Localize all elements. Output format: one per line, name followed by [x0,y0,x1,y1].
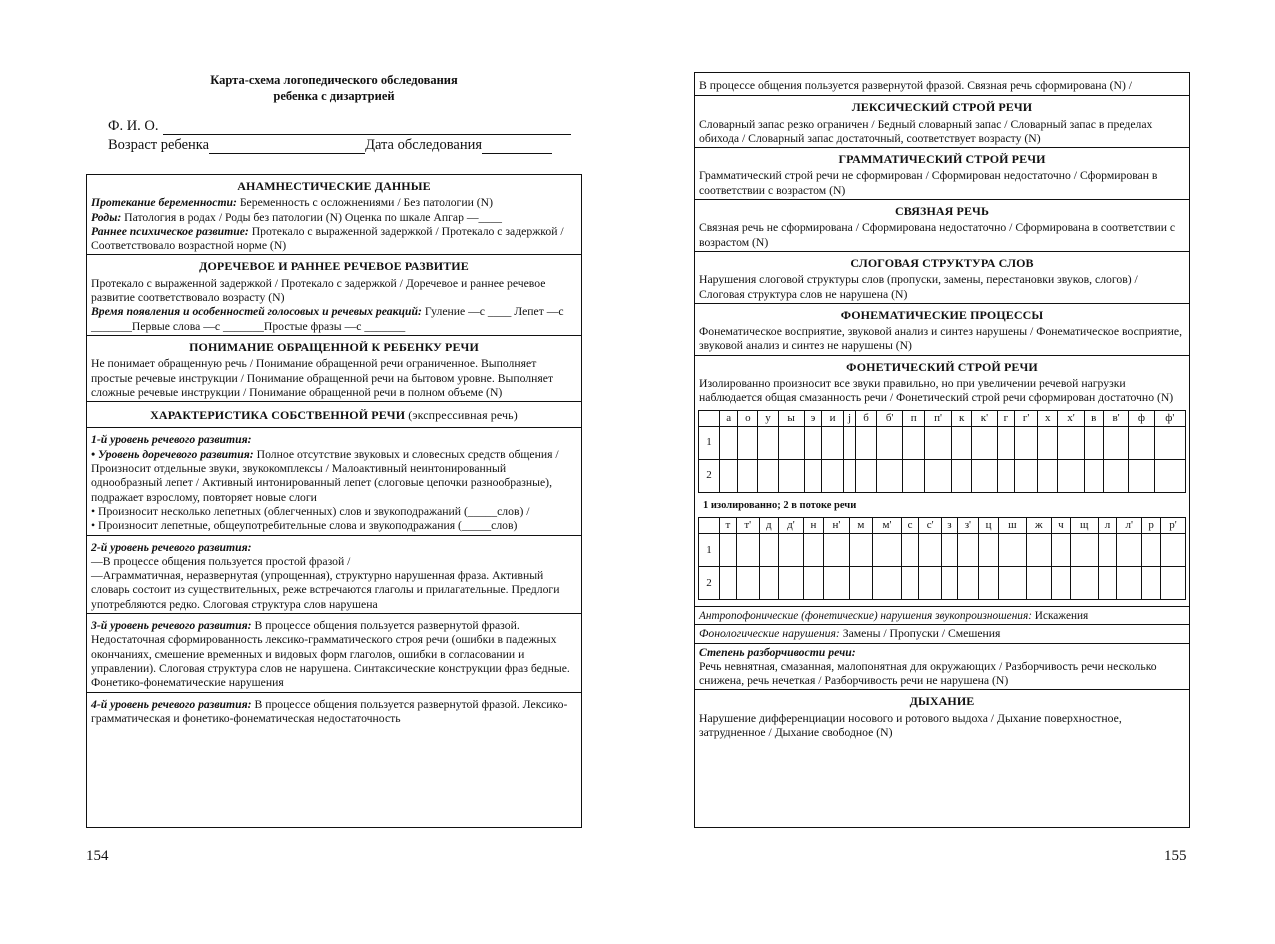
understanding-title: ПОНИМАНИЕ ОБРАЩЕННОЙ К РЕБЕНКУ РЕЧИ [189,339,479,354]
sound-header: т' [736,517,759,533]
level3-label: 3-й уровень речевого развития: [91,619,252,633]
sound-header: в [1084,410,1103,426]
sound-header: ц [979,517,999,533]
early-dev-label: Раннее психическое развитие: [91,224,249,238]
fio-row [108,118,571,135]
sound-header: н [803,517,823,533]
sound-header: ф' [1154,410,1185,426]
level2-line-1: —В процессе общения пользуется простой фразой / [91,554,351,568]
intelligibility-text: Речь невнятная, смазанная, малопонятная для окружающих / Разборчивость речи несколько снижена, речь нечеткая / Разборчивость речи не нарушена (N) [699,659,1157,688]
sound-header: н' [823,517,849,533]
pregnancy-label: Протекание беременности: [91,196,237,210]
phonological-text: Замены / Пропуски / Смешения [839,627,1001,641]
anamnesis-section [87,175,581,255]
sound-header: б' [876,410,903,426]
voice-reactions-text: Гуление —с ____ Лепет —с _______Первые слова —с _______Простые фразы —с _______ [91,305,564,333]
syllable-section [695,252,1189,304]
birth-text: Патология в родах / Роды без патологии (N) Оценка по шкале Апгар —____ [121,210,502,224]
level4-label: 4-й уровень речевого развития: [91,697,252,711]
anthropo-text: Искажения [1031,609,1089,622]
continuation-text: В процессе общения пользуется развернутой фразой. Связная речь сформирована (N) / [699,79,1133,92]
level4-section [87,693,581,728]
sound-header: з' [957,517,978,533]
sound-header: j [843,410,856,426]
sound-header: ч [1051,517,1070,533]
sound-header: о [738,410,758,426]
pregnancy-text: Беременность с осложнениями / Без патологии (N) [236,196,493,210]
level1-sub-text: Полное отсутствие звуковых и словесных средств общения / Произносит отдельные звуки, звукокомплексы / Малоактивный неинтонированный однообразный лепет / Активный интонированный лепет (слоговые цепочки разнообразные), подражает взрослому, повторяет новые слоги [91,447,559,504]
voice-reactions-label: Время появления и особенностей голосовых и речевых реакций: [91,305,422,319]
anthropo-section [695,607,1189,625]
early-dev-text: Протекало с выраженной задержкой / Протекало с задержкой / Соответствовало возрастной норме (N) [91,224,564,253]
date-blank[interactable] [482,139,552,154]
sound-header: м' [873,517,902,533]
syllable-title: СЛОГОВАЯ СТРУКТУРА СЛОВ [850,255,1034,270]
intelligibility-section [695,644,1189,691]
sound-header: ж [1026,517,1051,533]
phonemic-section [695,304,1189,356]
sound-header: и [822,410,843,426]
sound-header: д [759,517,778,533]
lexical-text: Словарный запас резко ограничен / Бедный словарный запас / Словарный запас в пределах обихода / Словарный запас достаточный, соответствует возрасту (N) [699,117,1153,145]
level3-section [87,614,581,692]
page-number-right: 155 [1164,848,1187,864]
age-label: Возраст ребенка [108,137,210,153]
breathing-section [695,690,1189,741]
anthropo-label: Антропофонические (фонетические) нарушения звукопроизношения: [699,609,1032,622]
birth-label: Роды: [91,210,122,224]
level1-bullet-3: • Произносит лепетные, общеупотребительные слова и звукоподражания (_____слов) [91,519,518,533]
coherent-section [695,200,1189,252]
row-label: 1 [699,426,720,459]
own-speech-title: ХАРАКТЕРИСТИКА СОБСТВЕННОЙ РЕЧИ (экспрессивная речь) [150,408,518,423]
understanding-text: Не понимает обращенную речь / Понимание обращенной речи ограниченное. Выполняет простые речевые инструкции / Понимание обращенной речи на бытовом уровне. Выполняет сложные речевые инструкции / Понимание обращенной речи в полном объеме (N) [91,357,554,399]
table2-row-2 [699,566,1186,599]
prespeech-section [87,255,581,335]
sound-header: г' [1014,410,1037,426]
sound-header: ф [1129,410,1154,426]
table2-row-1 [699,533,1186,566]
continuation-section [695,73,1189,96]
table2-header-row [699,517,1186,533]
sound-header: п [903,410,924,426]
row-label: 1 [699,533,720,566]
own-speech-section [87,402,581,428]
grammar-section [695,148,1189,200]
table1-row-2 [699,459,1186,492]
right-form-box [694,72,1190,828]
sound-header: т [720,517,737,533]
syllable-text: Нарушения слоговой структуры слов (пропуски, замены, перестановки звуков, слогов) / Слоговая структура слов не нарушена (N) [699,273,1138,301]
sound-header: б [856,410,876,426]
sound-header: э [804,410,822,426]
prespeech-text: Протекало с выраженной задержкой / Протекало с задержкой / Доречевое и раннее речевое развитие соответствовало возрасту (N) [91,276,546,305]
lexical-title: ЛЕКСИЧЕСКИЙ СТРОЙ РЕЧИ [851,100,1033,115]
form-title [86,72,582,104]
sound-header: х' [1058,410,1084,426]
sound-header: х [1038,410,1058,426]
left-form-box [86,174,582,828]
sound-header: л [1098,517,1117,533]
phonetic-text: Изолированно произносит все звуки правильно, но при увеличении речевой нагрузки наблюдается общая смазанность речи / Фонетический строй речи сформирован достаточно (N) [699,377,1174,405]
level2-section [87,536,581,614]
coherent-text: Связная речь не сформирована / Сформирована недостаточно / Сформирована в соответствии с возрастом (N) [699,221,1176,249]
sound-header: д' [778,517,803,533]
sound-header: г [997,410,1014,426]
phonemic-title: ФОНЕМАТИЧЕСКИЕ ПРОЦЕССЫ [840,307,1044,322]
vowels-table [698,410,1186,493]
sound-header: з [942,517,958,533]
sound-header: а [720,410,738,426]
level1-bullet-2: • Произносит несколько лепетных (облегченных) слов и звукоподражаний (_____слов) / [91,504,530,518]
sound-header: р [1142,517,1161,533]
phonemic-text: Фонематическое восприятие, звуковой анализ и синтез нарушены / Фонематическое восприятие, звуковой анализ и синтез не нарушены (N) [699,325,1182,353]
fio-label: Ф. И. О. [108,118,159,134]
phonetic-section [695,356,1189,607]
phonological-label: Фонологические нарушения: [699,627,840,641]
fio-blank[interactable] [163,120,571,135]
level1-sub-label: • Уровень доречевого развития: [91,447,254,461]
sound-header: м [849,517,872,533]
sound-header: с' [919,517,942,533]
phonological-section [695,625,1189,643]
level4-text: В процессе общения пользуется развернутой фразой. Лексико-грамматическая и фонетико-фонематическая недостаточность [91,697,568,725]
sound-header: щ [1070,517,1098,533]
level2-label: 2-й уровень речевого развития: [91,540,252,554]
level2-line-2: —Аграмматичная, неразвернутая (упрощенная), структурно нарушенная фраза. Активный словарь состоит из существительных, реже встречаются глаголы и прилагательные. Предлоги употребляются редко. Слоговая структура слов нарушена [91,569,560,611]
sound-header: к [952,410,972,426]
title-line-1: Карта-схема логопедического обследования [210,73,458,87]
sound-header: ш [999,517,1027,533]
table1-header-row [699,410,1186,426]
level1-label: 1-й уровень речевого развития: [91,433,252,447]
title-line-2: ребенка с дизартрией [273,89,395,103]
grammar-title: ГРАММАТИЧЕСКИЙ СТРОЙ РЕЧИ [838,152,1046,167]
table1-row-1 [699,426,1186,459]
sound-header: ы [778,410,804,426]
consonants-table [698,517,1186,600]
table-legend: 1 изолированно; 2 в потоке речи [703,499,857,511]
anamnesis-title: АНАМНЕСТИЧЕСКИЕ ДАННЫЕ [237,179,431,193]
intelligibility-label: Степень разборчивости речи: [699,645,856,659]
age-date-row [108,137,552,154]
date-label: Дата обследования [365,137,483,153]
phonetic-title: ФОНЕТИЧЕСКИЙ СТРОЙ РЕЧИ [846,359,1038,374]
breathing-title: ДЫХАНИЕ [909,694,975,709]
sound-header: р' [1161,517,1186,533]
level3-text: В процессе общения пользуется развернутой фразой. Недостаточная сформированность лексико-грамматического строя речи (ошибки в падежных окончаниях, смешение временных и видовых форм глаголов, ошибки в согласовании и управлении). Слоговая структура слов не нарушена. Синтаксические конструкции фраз бедные. Фонетико-фонематические нарушения [91,619,570,690]
level1-section [87,428,581,535]
sound-header: л' [1117,517,1142,533]
age-blank[interactable] [209,139,365,154]
sound-header: к' [972,410,998,426]
sound-header: п' [924,410,952,426]
lexical-section [695,96,1189,148]
sound-header: с [902,517,919,533]
prespeech-title: ДОРЕЧЕВОЕ И РАННЕЕ РЕЧЕВОЕ РАЗВИТИЕ [199,259,469,274]
page-number-left: 154 [86,848,109,864]
grammar-text: Грамматический строй речи не сформирован / Сформирован недостаточно / Сформирован в соответствии с возрастом (N) [699,169,1158,197]
coherent-title: СВЯЗНАЯ РЕЧЬ [894,204,989,219]
breathing-text: Нарушение дифференциации носового и ротового выдоха / Дыхание поверхностное, затрудненное / Дыхание свободное (N) [699,711,1122,740]
sound-header: у [758,410,778,426]
row-label: 2 [699,459,720,492]
understanding-section [87,336,581,402]
sound-header: в' [1103,410,1128,426]
row-label: 2 [699,566,720,599]
